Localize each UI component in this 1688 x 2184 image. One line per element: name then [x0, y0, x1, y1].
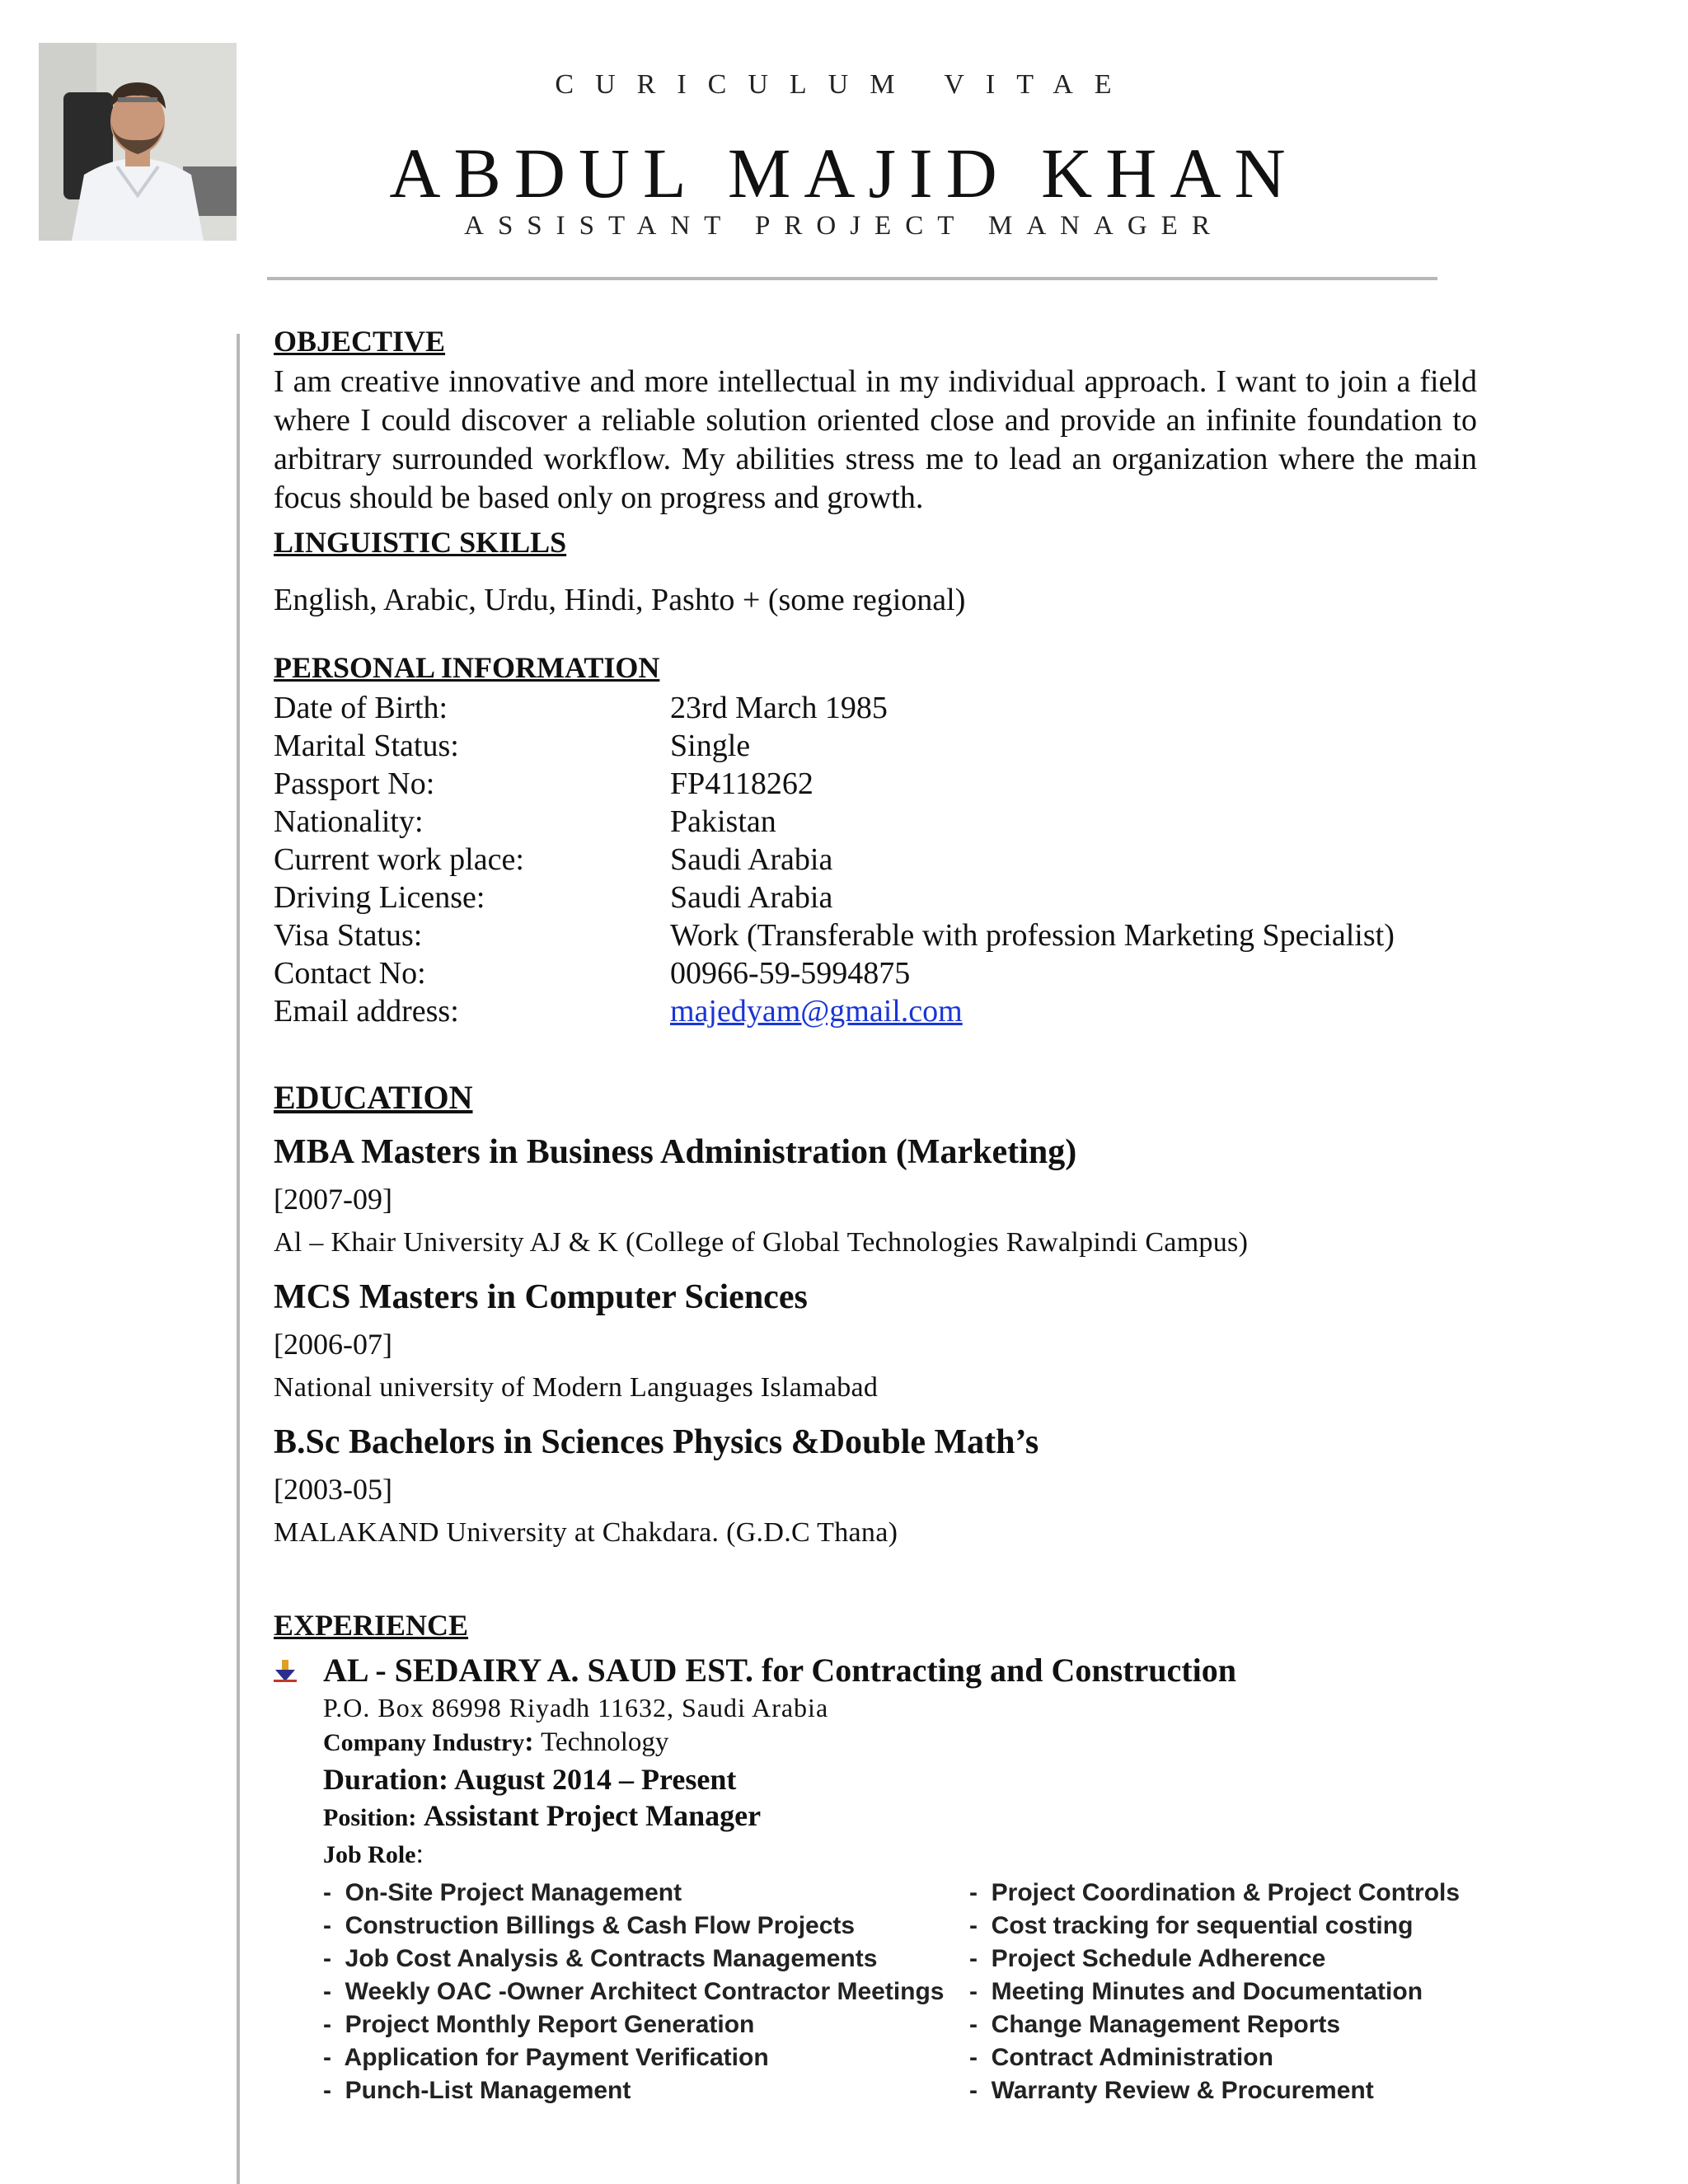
personal-info-heading: PERSONAL INFORMATION	[274, 651, 660, 684]
info-row-contact	[274, 954, 1477, 992]
degree-years: [2003-05]	[274, 1473, 392, 1506]
info-row-nationality	[274, 803, 1477, 841]
company-entry	[274, 1650, 1477, 1691]
role-item: - Project Schedule Adherence	[969, 1943, 1546, 1975]
role-item: - Contract Administration	[969, 2041, 1546, 2074]
info-row-passport	[274, 765, 1477, 803]
info-row-dob	[274, 689, 1477, 727]
arrow-bullet-icon	[274, 1660, 297, 1683]
position-value: Assistant Project Manager	[423, 1799, 762, 1832]
role-item: - Warranty Review & Procurement	[969, 2074, 1546, 2107]
candidate-name: ABDUL MAJID KHAN	[389, 134, 1299, 213]
info-label: Email address:	[274, 994, 459, 1029]
role-item: - Project Coordination & Project Controls	[969, 1877, 1546, 1910]
degree-years: [2006-07]	[274, 1328, 392, 1361]
languages-text: English, Arabic, Urdu, Hindi, Pashto + (some regional)	[274, 583, 966, 617]
education-item	[274, 1418, 1477, 1556]
education-item	[274, 1127, 1477, 1266]
info-value: 00966-59-5994875	[670, 956, 911, 991]
degree-school: MALAKAND University at Chakdara. (G.D.C Thana)	[274, 1517, 898, 1548]
company-address: P.O. Box 86998 Riyadh 11632, Saudi Arabia	[323, 1693, 829, 1722]
info-value: Pakistan	[670, 804, 776, 839]
role-item: - Cost tracking for sequential costing	[969, 1910, 1546, 1943]
role-item: - Job Cost Analysis & Contracts Managements	[323, 1943, 969, 1975]
cv-label: CURICULUM VITAE	[555, 69, 1133, 100]
info-value	[670, 992, 963, 1030]
info-label: Date of Birth:	[274, 691, 448, 725]
header-divider	[267, 277, 1437, 280]
role-item: - On-Site Project Management	[323, 1877, 969, 1910]
company-name: AL - SEDAIRY A. SAUD EST. for Contracting and Construction	[323, 1652, 1236, 1689]
industry-value: Technology	[541, 1727, 669, 1757]
info-value: 23rd March 1985	[670, 691, 888, 725]
job-role-list	[323, 1877, 1477, 2107]
education-item	[274, 1272, 1477, 1411]
info-row-workplace	[274, 841, 1477, 879]
role-item: - Punch-List Management	[323, 2074, 969, 2107]
education-section	[274, 1075, 1477, 1556]
linguistic-heading: LINGUISTIC SKILLS	[274, 526, 567, 559]
info-label: Contact No:	[274, 956, 426, 991]
info-label: Nationality:	[274, 804, 424, 839]
degree-title: B.Sc Bachelors in Sciences Physics &Double Math’s	[274, 1423, 1039, 1461]
role-item: - Construction Billings & Cash Flow Projects	[323, 1910, 969, 1943]
info-row-email	[274, 992, 1477, 1030]
info-value: Single	[670, 729, 751, 763]
position-label: Position:	[323, 1804, 417, 1831]
email-link[interactable]: majedyam@gmail.com	[670, 994, 963, 1029]
job-role-label-text: Job Role	[323, 1841, 416, 1868]
job-position	[323, 1797, 1477, 1836]
degree-years: [2007-09]	[274, 1183, 392, 1216]
info-value: Work (Transferable with profession Marketing Specialist)	[670, 918, 1395, 953]
info-value: Saudi Arabia	[670, 880, 833, 915]
role-item: - Change Management Reports	[969, 2008, 1546, 2041]
info-label: Marital Status:	[274, 729, 459, 763]
left-margin-rule	[237, 334, 240, 2184]
candidate-title: ASSISTANT PROJECT MANAGER	[464, 211, 1224, 241]
info-row-visa	[274, 916, 1477, 954]
role-item: - Application for Payment Verification	[323, 2041, 969, 2074]
linguistic-section	[274, 521, 1477, 621]
info-row-marital	[274, 727, 1477, 765]
role-item: - Meeting Minutes and Documentation	[969, 1975, 1546, 2008]
job-role-label: Job Role:	[323, 1839, 424, 1869]
info-value: FP4118262	[670, 766, 814, 801]
info-label: Visa Status:	[274, 918, 423, 953]
experience-heading: EXPERIENCE	[274, 1609, 469, 1642]
resume-body	[274, 320, 1477, 2107]
info-label: Driving License:	[274, 880, 485, 915]
objective-section	[274, 320, 1477, 518]
company-industry: Company Industry: Technology	[323, 1727, 669, 1757]
industry-label: Company Industry	[323, 1729, 525, 1756]
info-value: Saudi Arabia	[670, 842, 833, 877]
degree-title: MCS Masters in Computer Sciences	[274, 1278, 808, 1316]
education-heading: EDUCATION	[274, 1079, 473, 1116]
objective-heading: OBJECTIVE	[274, 325, 446, 358]
job-duration: Duration: August 2014 – Present	[323, 1763, 737, 1796]
degree-school: Al – Khair University AJ & K (College of Global Technologies Rawalpindi Campus)	[274, 1227, 1249, 1258]
degree-title: MBA Masters in Business Administration (Marketing)	[274, 1133, 1077, 1171]
role-item: - Project Monthly Report Generation	[323, 2008, 969, 2041]
role-item: - Weekly OAC -Owner Architect Contractor Meetings	[323, 1975, 969, 2008]
personal-info-section	[274, 646, 1477, 1030]
objective-text: I am creative innovative and more intellectual in my individual approach. I want to join a field where I could discover a reliable solution oriented close and provide an infinite foundation to arbitrary surrounded workflow. My abilities stress me to lead an organization where the main focus should be based only on progress and growth.	[274, 364, 1477, 515]
info-label: Current work place:	[274, 842, 524, 877]
info-row-license	[274, 879, 1477, 916]
experience-section	[274, 1604, 1477, 2107]
degree-school: National university of Modern Languages Islamabad	[274, 1372, 879, 1403]
info-label: Passport No:	[274, 766, 435, 801]
